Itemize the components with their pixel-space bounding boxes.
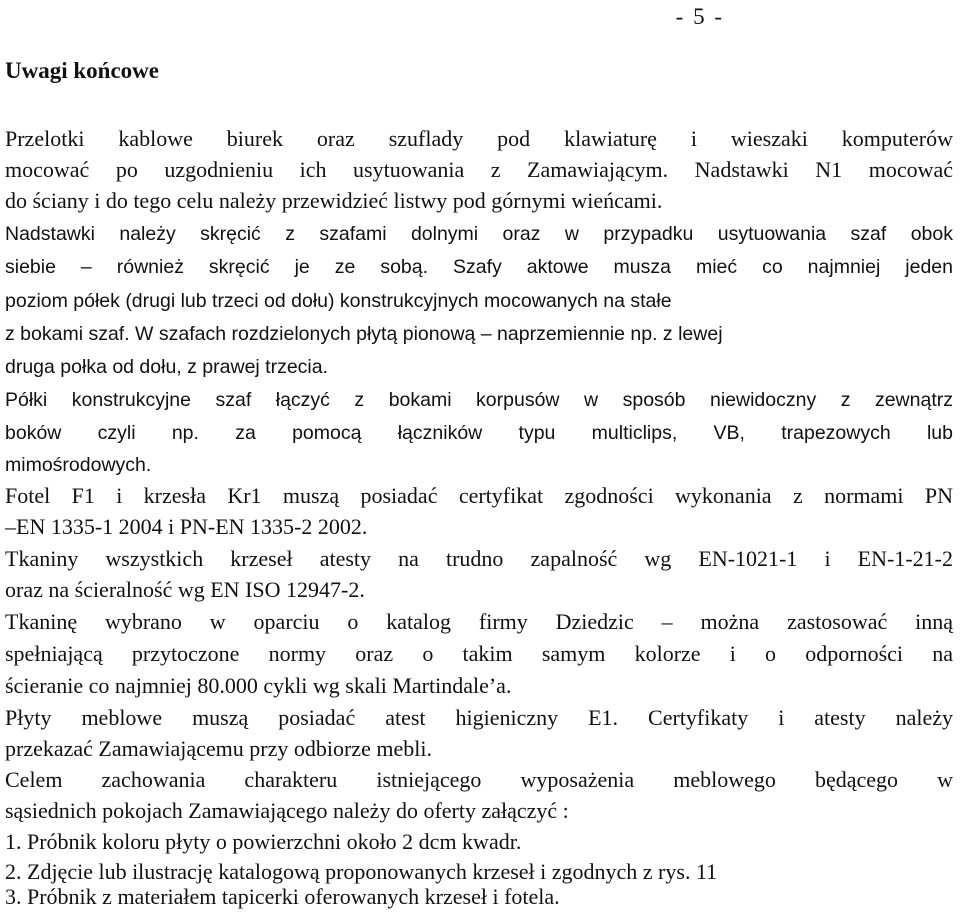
text-line: Nadstawki należy skręcić z szafami dolnymi oraz w przypadku usytuowania szaf obok: [5, 223, 953, 245]
text-line: Półki konstrukcyjne szaf łączyć z bokami korpusów w sposób niewidoczny z zewnątrz: [5, 389, 953, 411]
text-line: ścieranie co najmniej 80.000 cykli wg skali Martindale’a.: [5, 673, 512, 698]
text-line: boków czyli np. za pomocą łączników typu multiclips, VB, trapezowych lub: [5, 422, 953, 444]
text-line: do ściany i do tego celu należy przewidzieć listwy pod górnymi wieńcami.: [5, 188, 663, 213]
text-line: Płyty meblowe muszą posiadać atest higieniczny E1. Certyfikaty i atesty należy: [5, 705, 953, 730]
list-item: 1. Próbnik koloru płyty o powierzchni około 2 dcm kwadr.: [5, 829, 522, 854]
section-heading: Uwagi końcowe: [5, 58, 159, 83]
list-item: 2. Zdjęcie lub ilustrację katalogową proponowanych krzeseł i zgodnych z rys. 11: [5, 859, 718, 884]
text-line: Tkaninę wybrano w oparciu o katalog firmy Dziedzic – można zastosować inną: [5, 609, 953, 634]
text-line: sąsiednich pokojach Zamawiającego należy do oferty załączyć :: [5, 798, 569, 823]
list-item: 3. Próbnik z materiałem tapicerki oferowanych krzeseł i fotela.: [5, 884, 560, 909]
text-line: Przelotki kablowe biurek oraz szuflady pod klawiaturę i wieszaki komputerów: [5, 126, 953, 151]
text-line: z bokami szaf. W szafach rozdzielonych płytą pionową – naprzemiennie np. z lewej: [5, 323, 723, 345]
text-line: druga połka od dołu, z prawej trzecia.: [5, 356, 329, 378]
text-line: –EN 1335-1 2004 i PN-EN 1335-2 2002.: [5, 514, 368, 539]
text-line: oraz na ścieralność wg EN ISO 12947-2.: [5, 577, 365, 602]
text-line: przekazać Zamawiającemu przy odbiorze mebli.: [5, 736, 432, 761]
text-line: Fotel F1 i krzesła Kr1 muszą posiadać certyfikat zgodności wykonania z normami PN: [5, 483, 953, 508]
text-line: spełniającą przytoczone normy oraz o takim samym kolorze i o odporności na: [5, 641, 953, 666]
page-number: - 5 -: [675, 4, 724, 29]
text-line: mocować po uzgodnieniu ich usytuowania z Zamawiającym. Nadstawki N1 mocować: [5, 157, 953, 182]
text-line: siebie – również skręcić je ze sobą. Szafy aktowe musza mieć co najmniej jeden: [5, 256, 953, 278]
text-line: Tkaniny wszystkich krzeseł atesty na trudno zapalność wg EN-1021-1 i EN-1-21-2: [5, 546, 953, 571]
text-line: poziom półek (drugi lub trzeci od dołu) konstrukcyjnych mocowanych na stałe: [5, 290, 672, 312]
text-line: mimośrodowych.: [5, 454, 152, 476]
text-line: Celem zachowania charakteru istniejącego wyposażenia meblowego będącego w: [5, 767, 953, 792]
